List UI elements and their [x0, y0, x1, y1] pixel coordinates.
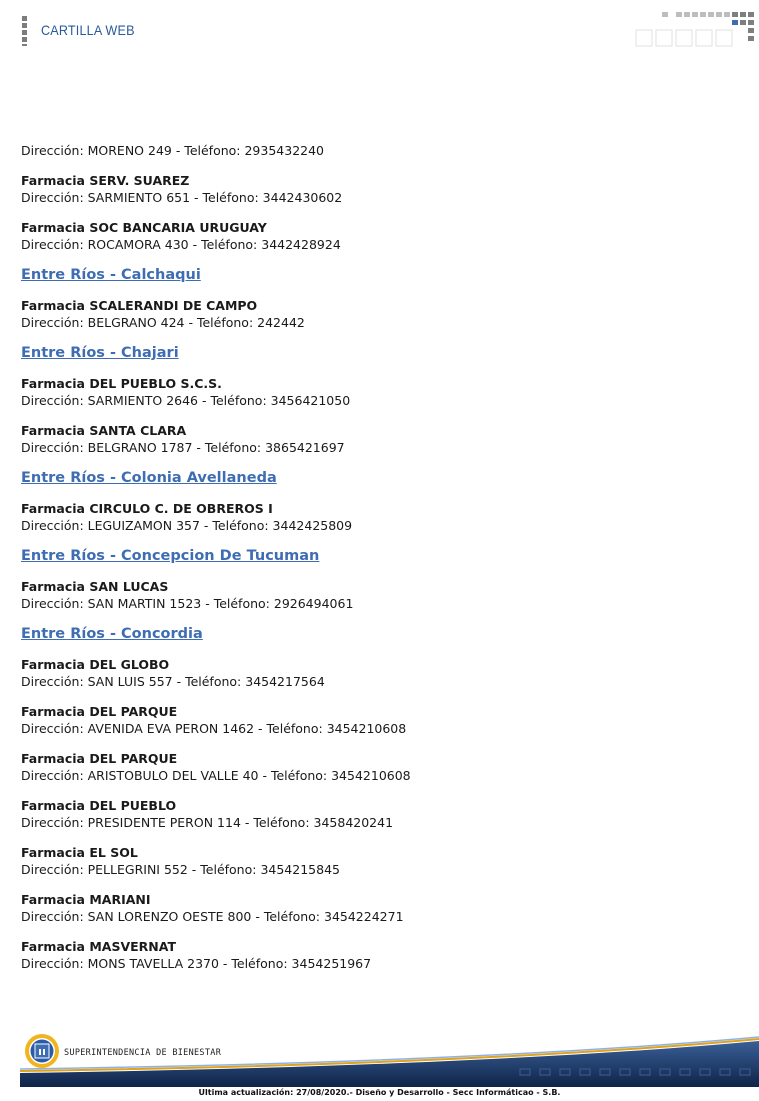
pharmacy-name: Farmacia DEL PUEBLO	[21, 798, 177, 813]
pharmacy-address: Dirección: MORENO 249 - Teléfono: 2935432240	[21, 143, 325, 158]
section-heading: Entre Ríos - Concepcion De Tucuman	[21, 548, 320, 564]
organization-name: SUPERINTENDENCIA DE BIENESTAR	[64, 1048, 222, 1058]
pharmacy-name: Farmacia SAN LUCAS	[21, 579, 169, 594]
pharmacy-address: Dirección: PELLEGRINI 552 - Teléfono: 3454215845	[21, 862, 340, 877]
list-item	[21, 656, 721, 690]
list-item	[21, 797, 721, 831]
pharmacy-name: Farmacia SOC BANCARIA URUGUAY	[21, 220, 267, 235]
section-heading: Entre Ríos - Chajari	[21, 345, 179, 361]
pharmacy-address: Dirección: SARMIENTO 651 - Teléfono: 3442430602	[21, 190, 343, 205]
footer	[0, 1025, 759, 1101]
list-item	[21, 172, 721, 206]
pharmacy-name: Farmacia SCALERANDI DE CAMPO	[21, 298, 258, 313]
pharmacy-address: Dirección: LEGUIZAMON 357 - Teléfono: 3442425809	[21, 518, 353, 533]
header-decoration-graphic	[634, 12, 759, 48]
pharmacy-address: Dirección: SAN LUIS 557 - Teléfono: 3454217564	[21, 674, 325, 689]
pharmacy-address: Dirección: AVENIDA EVA PERON 1462 - Teléfono: 3454210608	[21, 721, 407, 736]
list-item	[21, 219, 721, 253]
pharmacy-name: Farmacia MASVERNAT	[21, 939, 176, 954]
list-item	[21, 750, 721, 784]
list-item	[21, 297, 721, 331]
superintendencia-seal-icon	[24, 1033, 60, 1069]
pharmacy-address: Dirección: MONS TAVELLA 2370 - Teléfono: 3454251967	[21, 956, 372, 971]
pharmacy-name: Farmacia DEL PARQUE	[21, 704, 178, 719]
list-item	[21, 142, 721, 159]
section-heading: Entre Ríos - Concordia	[21, 626, 203, 642]
pharmacy-address: Dirección: SAN MARTIN 1523 - Teléfono: 2926494061	[21, 596, 354, 611]
pharmacy-address: Dirección: SAN LORENZO OESTE 800 - Teléfono: 3454224271	[21, 909, 404, 924]
pharmacy-name: Farmacia MARIANI	[21, 892, 151, 907]
pharmacy-name: Farmacia SERV. SUAREZ	[21, 173, 190, 188]
pharmacy-name: Farmacia CIRCULO C. DE OBREROS I	[21, 501, 273, 516]
section-heading: Entre Ríos - Calchaqui	[21, 267, 201, 283]
last-update-note: Ultima actualización: 27/08/2020.- Diseño y Desarrollo - Secc Informáticao - S.B.	[198, 1088, 561, 1097]
list-item	[21, 703, 721, 737]
pharmacy-address: Dirección: ROCAMORA 430 - Teléfono: 3442428924	[21, 237, 341, 252]
pharmacy-address: Dirección: BELGRANO 424 - Teléfono: 242442	[21, 315, 305, 330]
pharmacy-name: Farmacia EL SOL	[21, 845, 138, 860]
section-heading: Entre Ríos - Colonia Avellaneda	[21, 470, 277, 486]
pharmacy-address: Dirección: SARMIENTO 2646 - Teléfono: 3456421050	[21, 393, 351, 408]
list-item	[21, 578, 721, 612]
pharmacy-address: Dirección: PRESIDENTE PERON 114 - Teléfono: 3458420241	[21, 815, 394, 830]
pharmacy-name: Farmacia SANTA CLARA	[21, 423, 187, 438]
list-item	[21, 500, 721, 534]
list-item	[21, 375, 721, 409]
pharmacy-name: Farmacia DEL PUEBLO S.C.S.	[21, 376, 222, 391]
list-item	[21, 938, 721, 972]
list-item	[21, 891, 721, 925]
pharmacy-name: Farmacia DEL PARQUE	[21, 751, 178, 766]
pharmacy-listing	[21, 142, 721, 985]
pharmacy-address: Dirección: BELGRANO 1787 - Teléfono: 3865421697	[21, 440, 345, 455]
list-item	[21, 422, 721, 456]
list-item	[21, 844, 721, 878]
pharmacy-name: Farmacia DEL GLOBO	[21, 657, 170, 672]
pharmacy-address: Dirección: ARISTOBULO DEL VALLE 40 - Teléfono: 3454210608	[21, 768, 411, 783]
page-title: CARTILLA WEB	[41, 22, 135, 38]
header-accent-bar	[22, 16, 27, 46]
